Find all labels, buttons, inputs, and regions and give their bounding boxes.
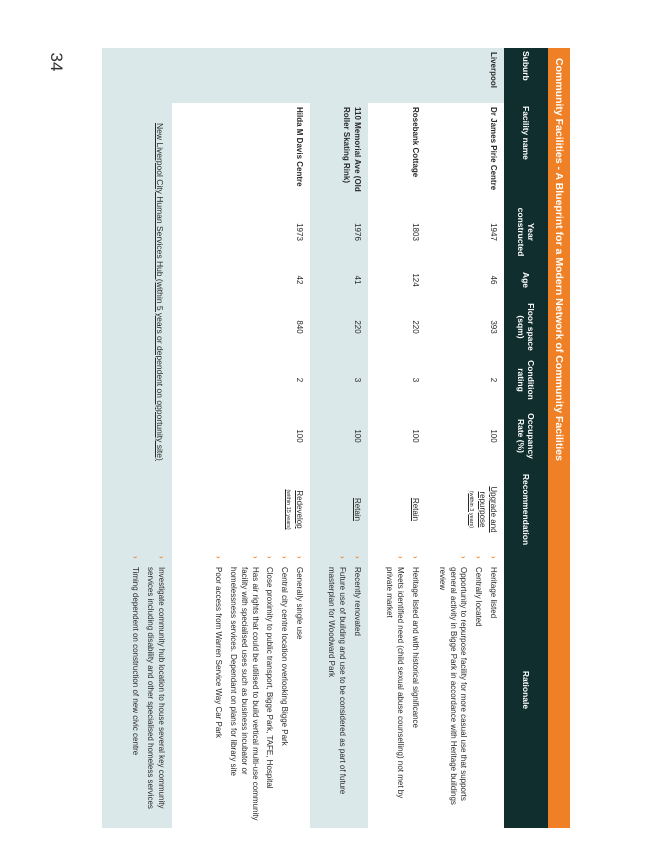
condition-cell: 3 <box>411 377 421 383</box>
rationale-item: › Heritage listed <box>489 556 498 619</box>
facilities-table <box>102 48 548 828</box>
rationale-item: › Heritage listed and with historical significance <box>411 556 421 728</box>
page-number: 34 <box>47 52 66 72</box>
recommendation-text: Upgrade and repurpose <box>478 486 498 533</box>
rationale-cell <box>102 552 172 828</box>
table-header-row <box>504 48 548 828</box>
recommendation-text: Retain <box>411 497 421 522</box>
col-facility-name: Facility name <box>521 106 531 160</box>
recommendation-text: Retain <box>353 497 363 522</box>
suburb-cell <box>310 48 368 103</box>
rationale-item: › Has air rights that could be utilised to build vertical multi-use community facility with specialised uses such as business incubator or homelessness services. Dependant on plans for library site <box>229 556 260 821</box>
floor-cell: 393 <box>489 320 498 334</box>
recommendation-cell <box>368 467 426 552</box>
suburb-cell <box>172 48 310 103</box>
rationale-item: › Close proximity to public transport, Bigge Park, TAFE, Hospital <box>265 556 275 789</box>
chevron-right-icon: › <box>157 556 167 559</box>
rationale-item: › Poor access from Warren Service Way Car Park <box>214 556 224 739</box>
chevron-right-icon: › <box>396 556 406 559</box>
suburb-cell <box>368 48 426 103</box>
rationale-cell <box>310 552 368 828</box>
chevron-right-icon: › <box>459 556 469 559</box>
facility-name-cell: 110 Memorial Ave (Old Roller Skating Rink) <box>342 107 363 192</box>
chevron-right-icon: › <box>214 556 224 559</box>
col-floor-space: Floor space (sqm) <box>516 303 536 351</box>
table-row <box>426 48 504 828</box>
year-cell: 1803 <box>411 223 421 241</box>
rotated-table-panel <box>85 48 570 828</box>
floor-cell: 220 <box>411 320 421 334</box>
chevron-right-icon: › <box>411 556 421 559</box>
chevron-right-icon: › <box>353 556 363 559</box>
recommendation-text: Redevelop <box>295 490 305 529</box>
condition-cell: 2 <box>295 377 305 383</box>
chevron-right-icon: › <box>250 556 260 559</box>
rationale-item: › Timing dependent on construction of new civic centre <box>131 556 141 756</box>
age-cell: 42 <box>295 275 305 285</box>
occupancy-cell: 100 <box>295 429 305 443</box>
chevron-right-icon: › <box>131 556 141 559</box>
chevron-right-icon: › <box>474 556 484 559</box>
year-cell: 1973 <box>295 223 305 241</box>
rationale-cell <box>172 552 310 828</box>
rationale-item: › Investigate community hub location to house several key community services including disability and other specialised homeless services <box>146 556 167 809</box>
rationale-item: › Generally single use <box>295 556 305 640</box>
recommendation-note: (within 3 years) <box>468 490 475 529</box>
floor-cell: 840 <box>295 320 305 334</box>
col-condition: Condition rating <box>516 360 536 400</box>
proposal-suburb-cell <box>102 48 172 103</box>
col-year: Year constructed <box>516 207 536 257</box>
rationale-cell <box>368 552 426 828</box>
rationale-item: › Meets identified need (child sexual abuse counselling) not met by private market <box>385 556 406 799</box>
age-cell: 124 <box>411 273 421 287</box>
proposal-row <box>102 48 172 828</box>
rationale-item: › Centrally located <box>474 556 484 627</box>
col-age: Age <box>521 271 531 289</box>
condition-cell: 3 <box>353 377 363 383</box>
col-rationale: Rationale <box>521 670 531 710</box>
rationale-item: › Opportunity to repurpose facility for more casual use that supports general activity in Bigge Park in accordance with Heritage buildings review <box>437 556 469 805</box>
table-title: Community Facilities - A Blueprint for a Modern Network of Community Facilities <box>548 48 570 828</box>
suburb-cell: Liverpool <box>426 48 504 103</box>
table-row <box>310 48 368 828</box>
table-row <box>172 48 310 828</box>
recommendation-cell <box>426 467 504 552</box>
table-row <box>368 48 426 828</box>
col-recommendation: Recommendation <box>521 473 531 546</box>
col-suburb: Suburb <box>521 51 531 81</box>
recommendation-cell <box>310 467 368 552</box>
facility-name-cell: Rosebank Cottage <box>411 107 421 178</box>
recommendation-note: (within 15 years) <box>285 489 292 530</box>
chevron-right-icon: › <box>489 556 498 559</box>
rationale-item: › Recently renovated <box>353 556 363 636</box>
occupancy-cell: 100 <box>411 429 421 443</box>
proposal-text: New Liverpool City Human Services Hub (within 5 years or dependent on opportunity site) <box>155 123 166 461</box>
chevron-right-icon: › <box>280 556 290 559</box>
facility-name-cell: Dr James Pirie Centre <box>489 107 498 191</box>
col-occupancy: Occupancy Rate (%) <box>516 413 536 459</box>
chevron-right-icon: › <box>265 556 275 559</box>
year-cell: 1947 <box>489 223 498 241</box>
rationale-item: › Central city centre location overlooking Bigge Park <box>280 556 290 746</box>
recommendation-cell <box>172 467 310 552</box>
year-cell: 1976 <box>353 223 363 241</box>
rationale-cell <box>426 552 504 828</box>
facility-name-cell: Hilda M Davis Centre <box>295 107 305 187</box>
proposal-cell <box>102 103 172 552</box>
rationale-item: › Future use of building and use to be considered as part of future masterplan for Woodward Park <box>327 556 348 795</box>
chevron-right-icon: › <box>338 556 348 559</box>
chevron-right-icon: › <box>295 556 305 559</box>
floor-cell: 220 <box>353 320 363 334</box>
condition-cell: 2 <box>489 377 498 383</box>
age-cell: 46 <box>489 275 498 285</box>
occupancy-cell: 100 <box>489 429 498 443</box>
occupancy-cell: 100 <box>353 429 363 443</box>
age-cell: 41 <box>353 275 363 285</box>
